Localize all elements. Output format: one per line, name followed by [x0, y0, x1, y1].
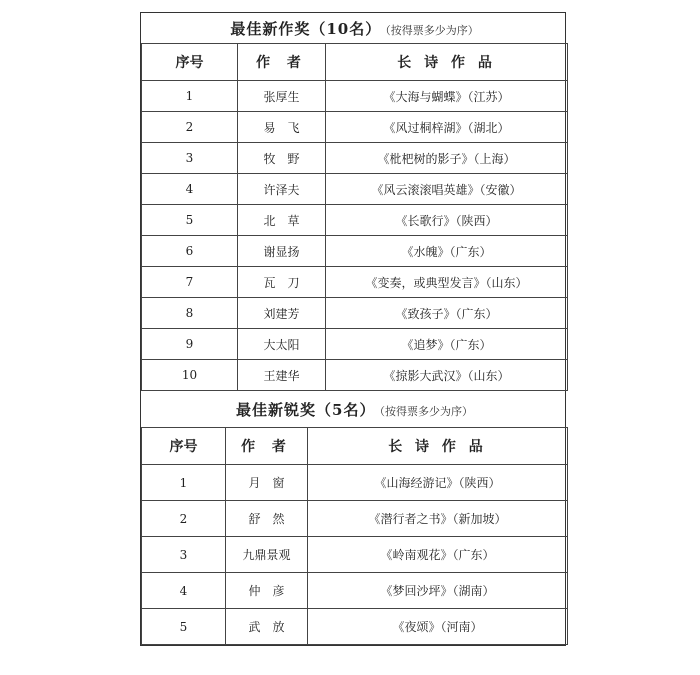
award2-header-row	[142, 428, 568, 465]
best-new-work-award-table	[141, 13, 568, 391]
header-work: 长 诗 作 品	[308, 428, 568, 465]
table-row	[142, 81, 568, 112]
row-number: 4	[142, 174, 238, 205]
awards-document	[140, 12, 566, 646]
table-row	[142, 205, 568, 236]
table-row	[142, 609, 568, 645]
header-number: 序号	[142, 428, 226, 465]
row-work: 《岭南观花》（广东）	[308, 537, 568, 573]
row-author: 易 飞	[238, 112, 326, 143]
row-number: 5	[142, 205, 238, 236]
header-author: 作 者	[238, 44, 326, 81]
award2-note: （按得票多少为序）	[379, 404, 473, 418]
table-row	[142, 465, 568, 501]
table-row	[142, 267, 568, 298]
row-author: 月 窗	[226, 465, 308, 501]
row-author: 大太阳	[238, 329, 326, 360]
table-row	[142, 501, 568, 537]
row-number: 10	[142, 360, 238, 391]
row-work: 《梦回沙坪》（湖南）	[308, 573, 568, 609]
row-work: 《追梦》（广东）	[326, 329, 568, 360]
row-author: 舒 然	[226, 501, 308, 537]
best-newcomer-award-table	[141, 391, 568, 645]
row-author: 牧 野	[238, 143, 326, 174]
row-work: 《夜颂》（河南）	[308, 609, 568, 645]
row-number: 3	[142, 537, 226, 573]
row-author: 北 草	[238, 205, 326, 236]
row-number: 4	[142, 573, 226, 609]
row-work: 《变奏，或典型发言》（山东）	[326, 267, 568, 298]
row-work: 《长歌行》（陕西）	[326, 205, 568, 236]
row-number: 2	[142, 501, 226, 537]
row-work: 《潜行者之书》（新加坡）	[308, 501, 568, 537]
row-author: 刘建芳	[238, 298, 326, 329]
table-row	[142, 360, 568, 391]
row-number: 2	[142, 112, 238, 143]
row-work: 《大海与蝴蝶》（江苏）	[326, 81, 568, 112]
header-work: 长 诗 作 品	[326, 44, 568, 81]
row-work: 《掠影大武汉》（山东）	[326, 360, 568, 391]
row-number: 1	[142, 465, 226, 501]
row-number: 5	[142, 609, 226, 645]
header-author: 作 者	[226, 428, 308, 465]
table-row	[142, 573, 568, 609]
table-row	[142, 298, 568, 329]
row-author: 瓦 刀	[238, 267, 326, 298]
row-author: 许泽夫	[238, 174, 326, 205]
table-row	[142, 174, 568, 205]
row-work: 《山海经游记》（陕西）	[308, 465, 568, 501]
table-row	[142, 537, 568, 573]
row-author: 王建华	[238, 360, 326, 391]
row-work: 《水魄》（广东）	[326, 236, 568, 267]
row-work: 《风过桐梓湖》（湖北）	[326, 112, 568, 143]
table-row	[142, 236, 568, 267]
row-author: 仲 彦	[226, 573, 308, 609]
award2-title: 最佳新锐奖（5名）	[236, 400, 376, 419]
award2-title-row	[142, 391, 568, 428]
row-author: 九鼎景观	[226, 537, 308, 573]
row-work: 《致孩子》（广东）	[326, 298, 568, 329]
row-work: 《风云滚滚唱英雄》（安徽）	[326, 174, 568, 205]
table-row	[142, 112, 568, 143]
row-number: 6	[142, 236, 238, 267]
award1-title: 最佳新作奖（10名）	[230, 19, 382, 38]
award1-title-row	[142, 13, 568, 44]
table-row	[142, 143, 568, 174]
award1-header-row	[142, 44, 568, 81]
row-author: 张厚生	[238, 81, 326, 112]
row-number: 8	[142, 298, 238, 329]
row-author: 武 放	[226, 609, 308, 645]
award1-note: （按得票多少为序）	[385, 23, 479, 37]
row-number: 3	[142, 143, 238, 174]
table-row	[142, 329, 568, 360]
row-number: 1	[142, 81, 238, 112]
row-author: 谢显扬	[238, 236, 326, 267]
row-number: 9	[142, 329, 238, 360]
row-work: 《枇杷树的影子》（上海）	[326, 143, 568, 174]
row-number: 7	[142, 267, 238, 298]
header-number: 序号	[142, 44, 238, 81]
